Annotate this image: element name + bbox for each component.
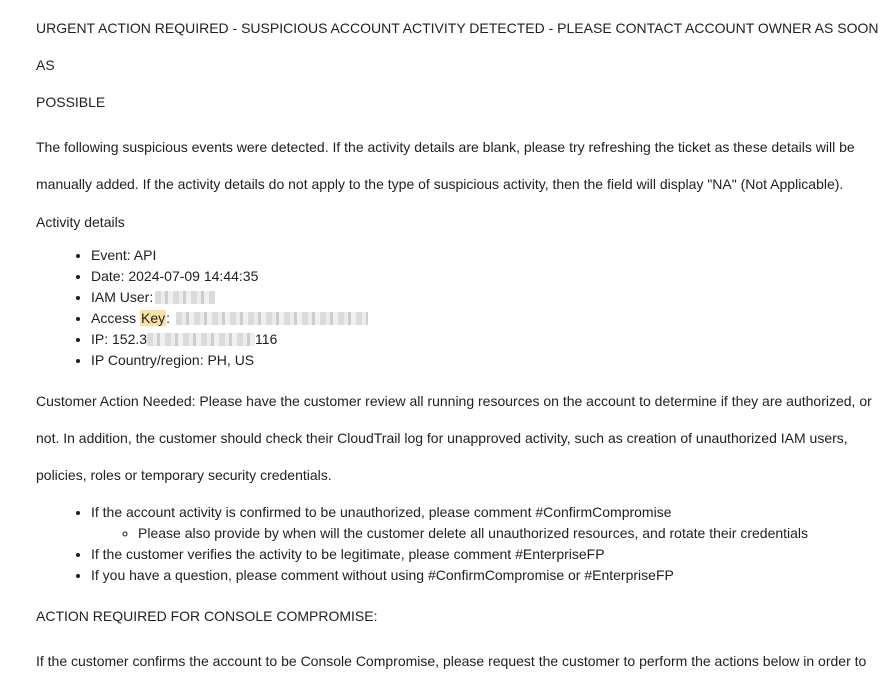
activity-ip xyxy=(91,329,888,350)
console-paragraph: If the customer confirms the account to be Console Compromise, please request the customer to perform the actions below in order to xyxy=(36,653,867,669)
instruction-sublist xyxy=(91,523,888,544)
activity-heading: Activity details xyxy=(36,214,125,230)
instruction-sub-item: ◦ Please also provide by when will the customer delete all unauthorized resources, and rotate their credentials xyxy=(138,523,888,544)
alert-header-line-1: URGENT ACTION REQUIRED - SUSPICIOUS ACCOUNT ACTIVITY DETECTED - PLEASE CONTACT ACCOUNT OWNER AS SOON AS xyxy=(36,20,879,73)
instruction-confirm-compromise xyxy=(91,502,888,544)
instruction-confirm-text: If the account activity is confirmed to be unauthorized, please comment #ConfirmCompromise xyxy=(91,504,672,520)
customer-action-line-1: Customer Action Needed: Please have the customer review all running resources on the account to determine if they are authorized, or xyxy=(36,393,872,409)
intro-line-1: The following suspicious events were detected. If the activity details are blank, please try refreshing the ticket as these details will be xyxy=(36,139,855,155)
intro-line-2: manually added. If the activity details do not apply to the type of suspicious activity, then the field will display "NA" (Not Applicable). xyxy=(36,176,844,192)
ip-prefix: IP: 152.3 xyxy=(91,331,148,347)
customer-action-paragraph xyxy=(36,383,888,494)
alert-header-line-2: POSSIBLE xyxy=(36,94,106,110)
activity-access-key xyxy=(91,308,888,329)
customer-action-line-2: not. In addition, the customer should check their CloudTrail log for unapproved activity, such as creation of unauthorized IAM users, xyxy=(36,430,848,446)
search-highlight-key: Key xyxy=(141,310,166,326)
activity-event: • Event: API xyxy=(91,245,888,266)
console-heading: ACTION REQUIRED FOR CONSOLE COMPROMISE: xyxy=(36,608,378,624)
access-key-label-pre: Access xyxy=(91,310,141,326)
ip-suffix: 116 xyxy=(255,331,278,347)
activity-country: • IP Country/region: PH, US xyxy=(91,350,888,371)
alert-header xyxy=(36,10,888,121)
access-key-label-post: : xyxy=(166,310,171,326)
activity-date: • Date: 2024-07-09 14:44:35 xyxy=(91,266,888,287)
redacted-access-key xyxy=(176,312,368,325)
activity-details-list xyxy=(36,245,888,371)
activity-iam-user xyxy=(91,287,888,308)
ticket-body xyxy=(36,10,888,680)
customer-action-line-3: policies, roles or temporary security credentials. xyxy=(36,467,332,483)
instruction-enterprise-fp: • If the customer verifies the activity to be legitimate, please comment #EnterpriseFP xyxy=(91,544,888,565)
instructions-list xyxy=(36,502,888,586)
redacted-ip-middle xyxy=(147,333,255,346)
instruction-question: • If you have a question, please comment without using #ConfirmCompromise or #EnterpriseFP xyxy=(91,565,888,586)
iam-user-label: IAM User: xyxy=(91,289,154,305)
redacted-iam-user xyxy=(155,291,215,304)
intro-paragraph xyxy=(36,129,888,203)
